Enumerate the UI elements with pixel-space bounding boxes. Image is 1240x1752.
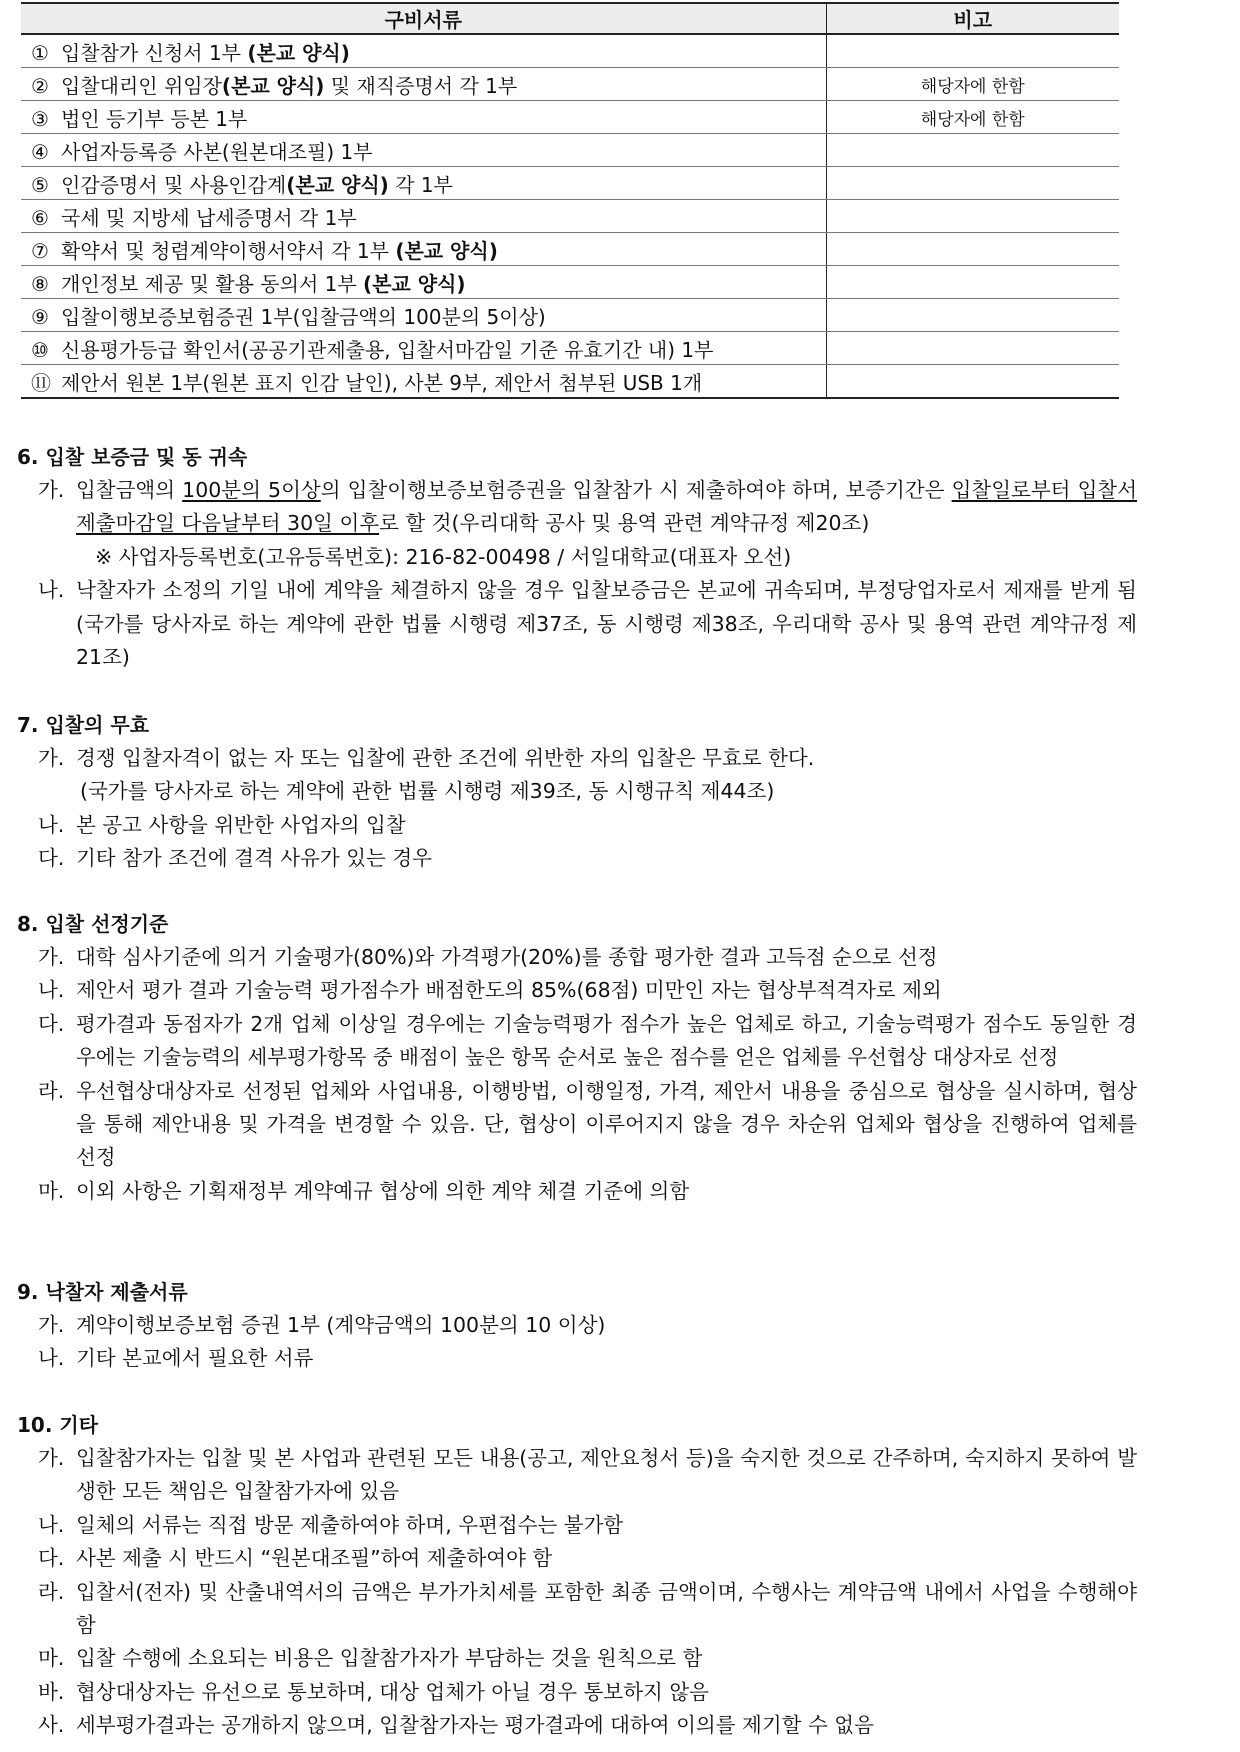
list-item <box>17 1075 1137 1175</box>
remark-cell: 해당자에 한함 <box>826 101 1119 134</box>
document-cell <box>21 332 826 365</box>
item-marker: 나. <box>38 1346 65 1371</box>
table-row <box>21 200 1119 233</box>
document-cell <box>21 365 826 399</box>
row-number: ⑧ <box>31 271 49 296</box>
list-item <box>17 1642 1137 1675</box>
row-number: ⑩ <box>31 337 49 362</box>
section-heading: 6. 입찰 보증금 및 동 귀속 <box>17 445 248 469</box>
table-row <box>21 299 1119 332</box>
document-text-rest: 및 재직증명서 각 1부 <box>324 73 518 98</box>
list-item <box>17 941 1137 974</box>
item-text: 본 공고 사항을 위반한 사업자의 입찰 <box>76 812 406 837</box>
item-text: 입찰 수행에 소요되는 비용은 입찰참가자가 부담하는 것을 원칙으로 함 <box>76 1646 703 1671</box>
document-text: 국세 및 지방세 납세증명서 각 1부 <box>61 205 357 230</box>
remark-cell <box>826 34 1119 68</box>
document-cell <box>21 299 826 332</box>
table-row <box>21 332 1119 365</box>
table-row <box>21 365 1119 399</box>
document-text: 입찰대리인 위임장 <box>61 73 222 98</box>
row-number: ① <box>31 40 49 65</box>
remark-cell <box>826 233 1119 266</box>
table-header-row <box>21 3 1119 34</box>
item-marker: 사. <box>38 1713 65 1738</box>
item-marker: 나. <box>38 812 65 837</box>
item-marker: 다. <box>38 846 65 871</box>
item-marker: 가. <box>38 1446 65 1470</box>
list-item <box>17 1175 1137 1208</box>
remark-cell <box>826 365 1119 399</box>
row-number: ③ <box>31 106 49 131</box>
document-cell <box>21 34 826 68</box>
section-heading: 10. 기타 <box>17 1413 99 1437</box>
item-text: 계약이행보증보험 증권 1부 (계약금액의 100분의 10 이상) <box>76 1313 606 1337</box>
document-form-note: (본교 양식) <box>247 40 350 65</box>
item-marker: 가. <box>38 478 65 502</box>
text-run: 로 할 것(우리대학 공사 및 용역 관련 계약규정 제20조) <box>379 511 870 536</box>
section-heading: 9. 낙찰자 제출서류 <box>17 1280 188 1304</box>
item-text <box>76 474 1137 541</box>
remark-cell <box>826 200 1119 233</box>
item-text: 낙찰자가 소정의 기일 내에 계약을 체결하지 않을 경우 입찰보증금은 본교에 귀속되며, 부정당업자로서 제재를 받게 됨 (국가를 당사자로 하는 계약에 관한 법률 시행령 제37조, 동 시행령 제38조, 우리대학 공사 및 용역 관련 계약규정 제21조) <box>76 578 1137 670</box>
list-item <box>17 1342 1137 1375</box>
remark-cell: 해당자에 한함 <box>826 68 1119 101</box>
table-row <box>21 101 1119 134</box>
row-number: ⑦ <box>31 238 49 263</box>
list-item <box>17 474 1137 541</box>
section-bid-invalidity <box>17 709 1137 876</box>
document-text: 입찰이행보증보험증권 1부(입찰금액의 100분의 5이상) <box>61 304 546 329</box>
item-marker: 바. <box>38 1679 65 1704</box>
item-text: 평가결과 동점자가 2개 업체 이상일 경우에는 기술능력평가 점수가 높은 업체로 하고, 기술능력평가 점수도 동일한 경우에는 기술능력의 세부평가항목 중 배점이 높은 항목 순서로 높은 점수를 얻은 업체를 우선협상 대상자로 선정 <box>76 1011 1137 1070</box>
document-text: 법인 등기부 등본 1부 <box>61 106 248 131</box>
remark-cell <box>826 134 1119 167</box>
section-miscellaneous <box>17 1409 1137 1743</box>
item-marker: 다. <box>38 1546 65 1571</box>
column-header-documents: 구비서류 <box>21 3 826 34</box>
document-text-rest: 각 1부 <box>388 172 453 197</box>
section-bid-deposit <box>17 441 1137 674</box>
document-form-note: (본교 양식) <box>286 172 389 197</box>
underlined-text: 100분의 5이상 <box>182 478 321 502</box>
section-winner-documents <box>17 1276 1137 1376</box>
remark-cell <box>826 167 1119 200</box>
list-item <box>17 1542 1137 1575</box>
item-marker: 마. <box>38 1178 65 1203</box>
document-text: 제안서 원본 1부(원본 표지 인감 날인), 사본 9부, 제안서 첨부된 USB 1개 <box>61 370 703 395</box>
document-text: 사업자등록증 사본(원본대조필) 1부 <box>61 139 373 164</box>
table-row <box>21 68 1119 101</box>
item-marker: 나. <box>38 1512 65 1537</box>
document-text: 개인정보 제공 및 활용 동의서 1부 <box>61 271 364 296</box>
item-marker: 가. <box>38 945 65 969</box>
item-text: 사본 제출 시 반드시 “원본대조필”하여 제출하여야 함 <box>76 1546 553 1571</box>
item-text: 일체의 서류는 직접 방문 제출하여야 하며, 우편접수는 불가함 <box>76 1512 624 1537</box>
row-number: ⑪ <box>31 370 51 395</box>
item-marker: 마. <box>38 1646 65 1671</box>
text-run: 의 입찰이행보증보험증권을 입찰참가 시 제출하여야 하며, 보증기간은 <box>320 478 952 502</box>
document-cell <box>21 167 826 200</box>
list-item <box>17 742 1137 775</box>
row-number: ⑥ <box>31 205 49 230</box>
item-marker: 나. <box>38 578 65 603</box>
document-form-note: (본교 양식) <box>363 271 466 296</box>
document-form-note: (본교 양식) <box>395 238 498 263</box>
item-marker: 라. <box>38 1078 65 1103</box>
item-text: 대학 심사기준에 의거 기술평가(80%)와 가격평가(20%)를 종합 평가한 결과 고득점 순으로 선정 <box>76 945 938 969</box>
list-item <box>17 974 1137 1007</box>
list-item <box>17 809 1137 842</box>
document-cell <box>21 101 826 134</box>
document-text: 입찰참가 신청서 1부 <box>61 40 248 65</box>
table-row <box>21 134 1119 167</box>
item-text: 협상대상자는 유선으로 통보하며, 대상 업체가 아닐 경우 통보하지 않음 <box>76 1679 709 1704</box>
text-run: 입찰금액의 <box>76 478 183 502</box>
row-number: ⑨ <box>31 304 49 329</box>
table-row <box>21 233 1119 266</box>
table-row <box>21 34 1119 68</box>
document-text: 인감증명서 및 사용인감계 <box>61 172 287 197</box>
list-item <box>17 842 1137 875</box>
section-heading: 7. 입찰의 무효 <box>17 713 150 737</box>
item-text: 이외 사항은 기획재정부 계약예규 협상에 의한 계약 체결 기준에 의함 <box>76 1178 690 1203</box>
item-text: 기타 본교에서 필요한 서류 <box>76 1346 314 1371</box>
remark-cell <box>826 332 1119 365</box>
item-text: 제안서 평가 결과 기술능력 평가점수가 배점한도의 85%(68점) 미만인 자는 협상부적격자로 제외 <box>76 978 942 1003</box>
list-item <box>17 1509 1137 1542</box>
document-cell <box>21 266 826 299</box>
remark-cell <box>826 266 1119 299</box>
document-cell <box>21 233 826 266</box>
item-marker: 라. <box>38 1579 65 1604</box>
legal-reference-note: (국가를 당사자로 하는 계약에 관한 법률 시행령 제39조, 동 시행규칙 제44조) <box>80 779 775 804</box>
section-heading: 8. 입찰 선정기준 <box>17 912 169 936</box>
row-number: ④ <box>31 139 49 164</box>
list-item <box>17 1709 1137 1742</box>
section-selection-criteria <box>17 908 1137 1208</box>
item-marker: 나. <box>38 978 65 1003</box>
table-row <box>21 266 1119 299</box>
row-number: ② <box>31 73 49 98</box>
column-header-remarks: 비고 <box>826 3 1119 34</box>
list-item <box>17 1676 1137 1709</box>
item-text: 입찰서(전자) 및 산출내역서의 금액은 부가가치세를 포함한 최종 금액이며, 수행사는 계약금액 내에서 사업을 수행해야 함 <box>76 1579 1137 1638</box>
underlined-text: 입찰일로부터 입찰서 제출마감일 다음날부터 30일 이후 <box>76 478 1137 536</box>
document-form-note: (본교 양식) <box>221 73 325 98</box>
item-text: 경쟁 입찰자격이 없는 자 또는 입찰에 관한 조건에 위반한 자의 입찰은 무효로 한다. <box>76 746 815 770</box>
item-text: 입찰참가자는 입찰 및 본 사업과 관련된 모든 내용(공고, 제안요청서 등)을 숙지한 것으로 간주하며, 숙지하지 못하여 발생한 모든 책임은 입찰참가자에 있음 <box>76 1446 1137 1504</box>
list-item <box>17 1309 1137 1342</box>
item-text: 우선협상대상자로 선정된 업체와 사업내용, 이행방법, 이행일정, 가격, 제안서 내용을 중심으로 협상을 실시하며, 협상을 통해 제안내용 및 가격을 변경할 수 있음. 단, 협상이 이루어지지 않을 경우 차순위 업체와 협상을 진행하여 업체를 선정 <box>76 1078 1137 1170</box>
document-cell <box>21 68 826 101</box>
item-marker: 가. <box>38 1313 65 1337</box>
required-documents-table <box>21 2 1119 399</box>
remark-cell <box>826 299 1119 332</box>
document-text: 신용평가등급 확인서(공공기관제출용, 입찰서마감일 기준 유효기간 내) 1부 <box>61 337 714 362</box>
list-item <box>17 1008 1137 1075</box>
item-marker: 가. <box>38 746 65 770</box>
item-text: 기타 참가 조건에 결격 사유가 있는 경우 <box>76 846 432 871</box>
list-item <box>17 1442 1137 1509</box>
item-marker: 다. <box>38 1011 65 1036</box>
registration-note: ※ 사업자등록번호(고유등록번호): 216-82-00498 / 서일대학교(대표자 오선) <box>95 544 792 569</box>
item-text: 세부평가결과는 공개하지 않으며, 입찰참가자는 평가결과에 대하여 이의를 제기할 수 없음 <box>76 1713 874 1738</box>
document-cell <box>21 200 826 233</box>
table-row <box>21 167 1119 200</box>
row-number: ⑤ <box>31 172 49 197</box>
document-text: 확약서 및 청렴계약이행서약서 각 1부 <box>61 238 396 263</box>
list-item <box>17 574 1137 674</box>
list-item <box>17 1576 1137 1643</box>
document-cell <box>21 134 826 167</box>
